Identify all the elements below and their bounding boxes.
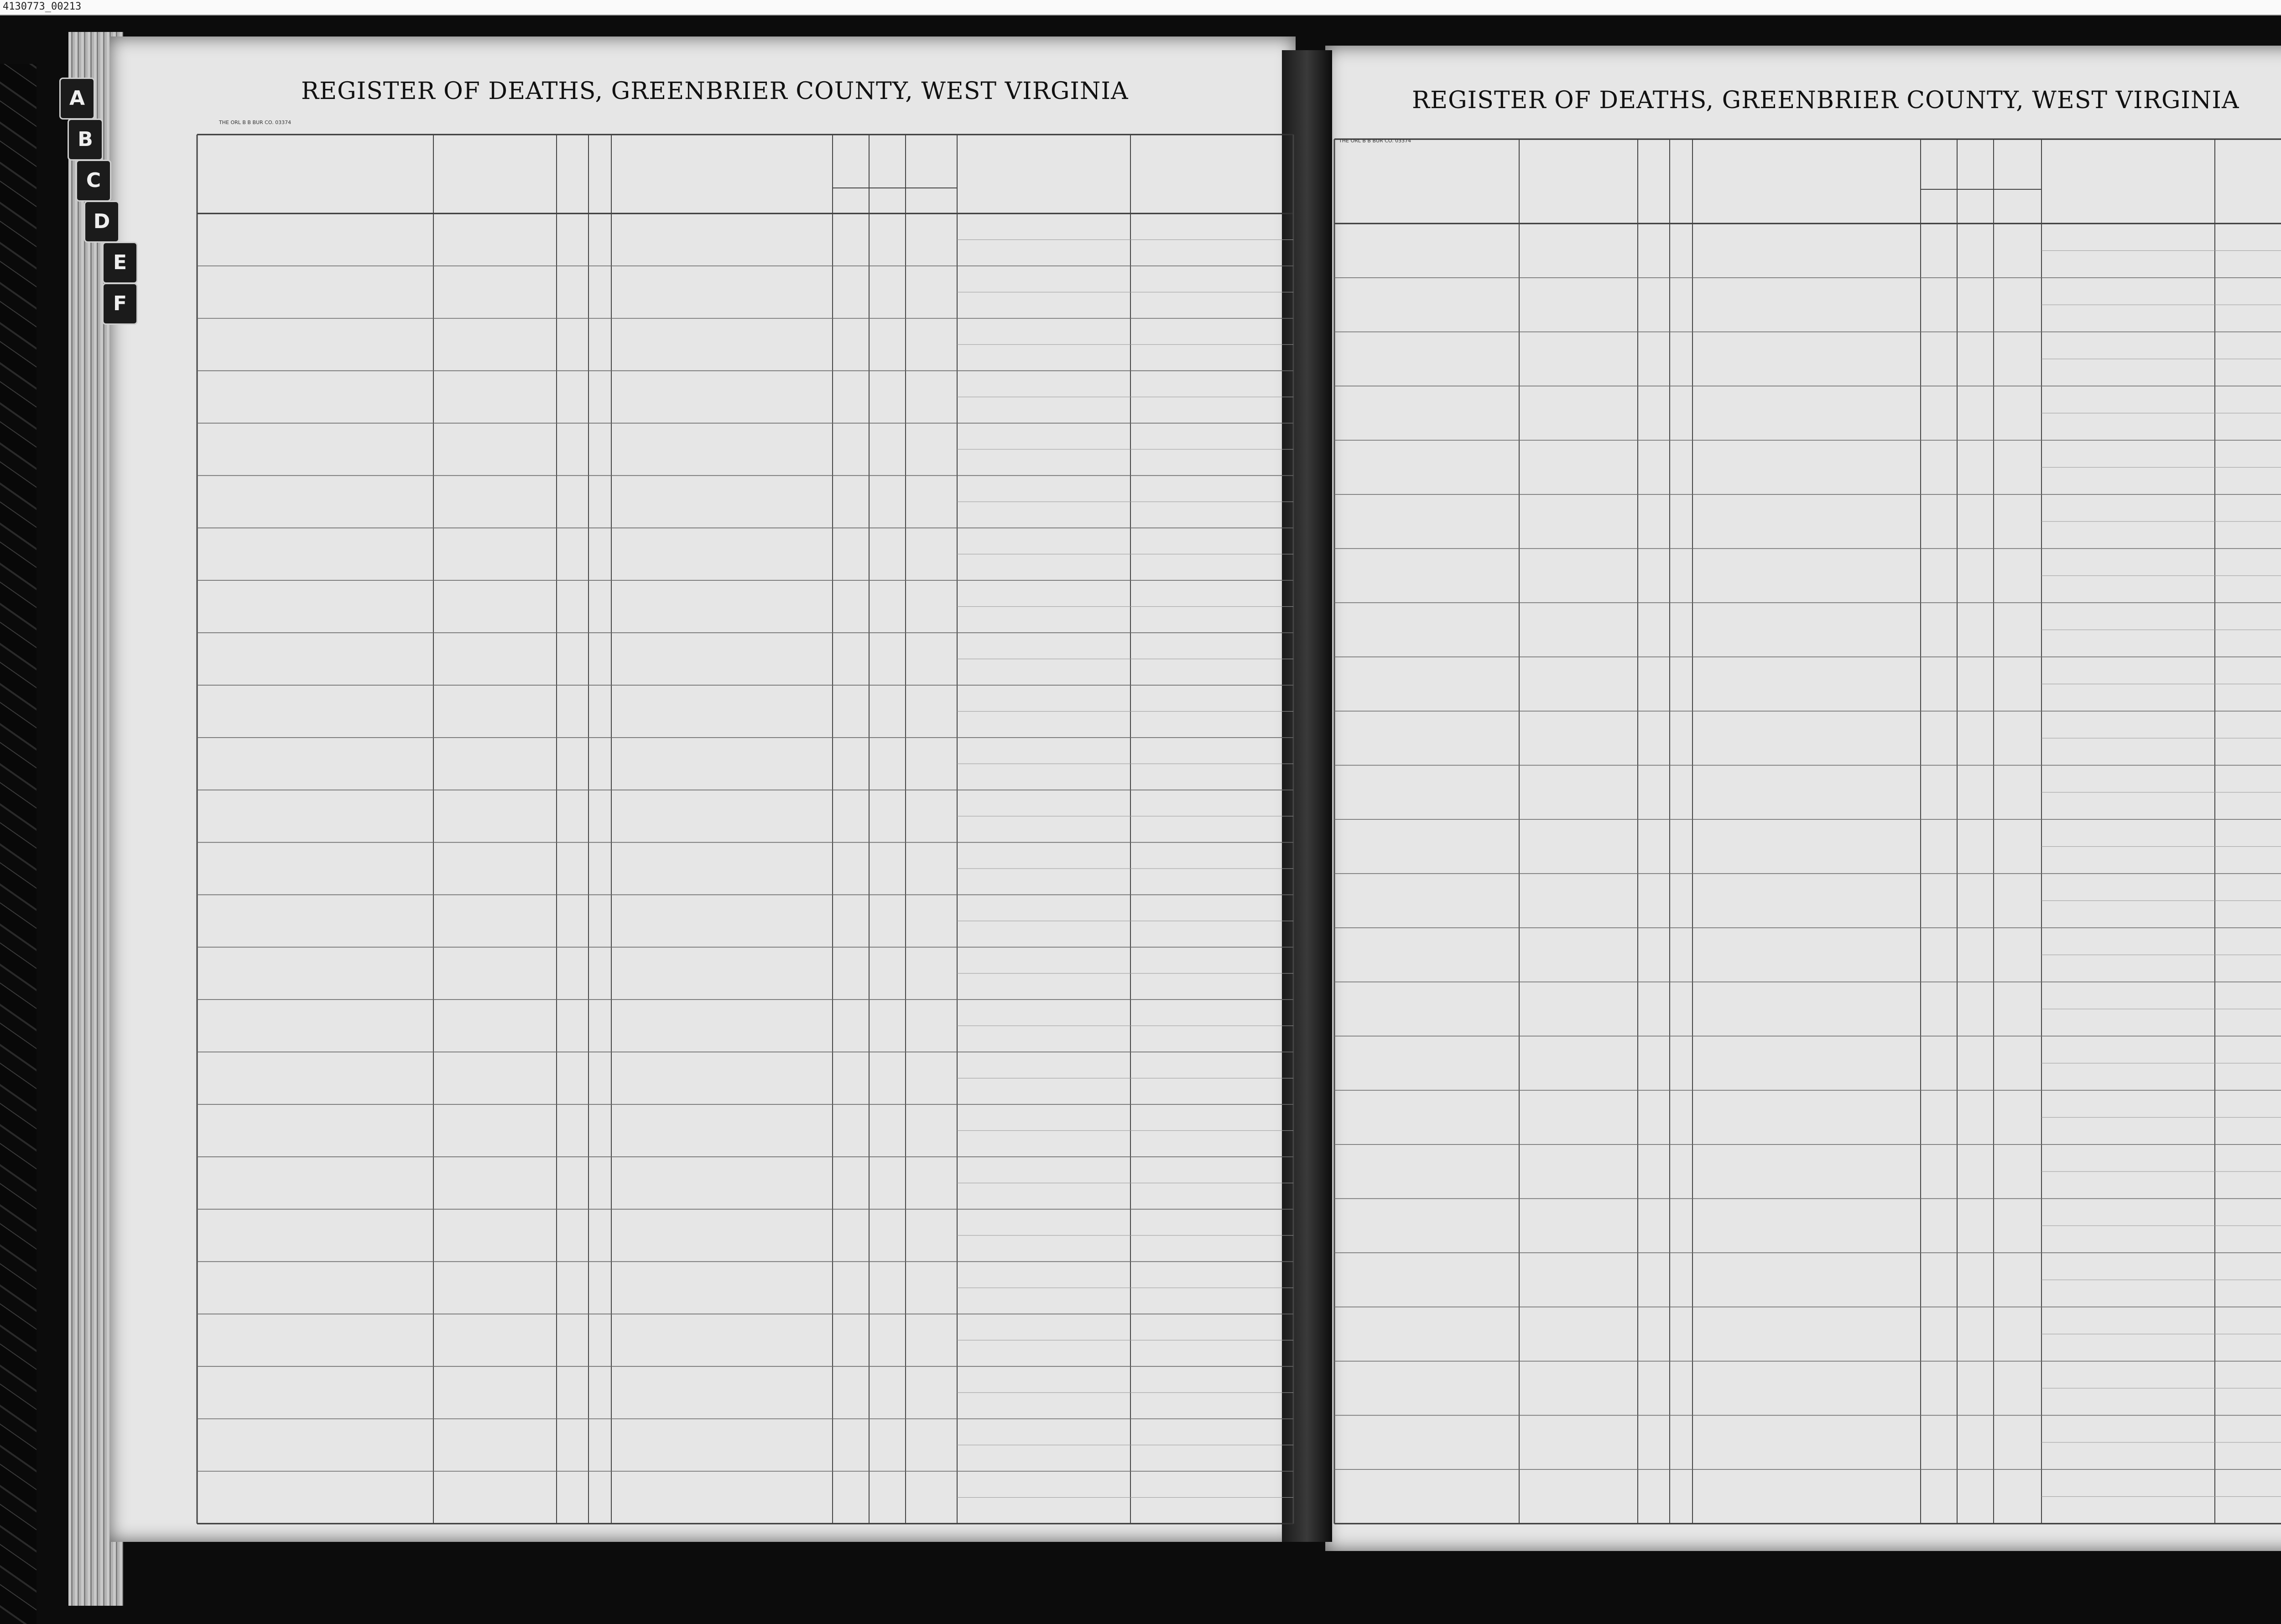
index-tab-b[interactable]: B xyxy=(68,119,103,161)
index-tab-a[interactable]: A xyxy=(59,78,95,120)
index-tab-c[interactable]: C xyxy=(76,160,111,202)
index-tab-d[interactable]: D xyxy=(84,201,120,243)
left-page-title: REGISTER OF DEATHS, GREENBRIER COUNTY, WEST VIRGINIA xyxy=(301,78,1129,105)
right-page-title: REGISTER OF DEATHS, GREENBRIER COUNTY, WEST VIRGINIA xyxy=(1412,87,2239,114)
image-id: 4130773_00213 xyxy=(3,1,82,12)
left-form-number: THE ORL B B BUR CO. 03374 xyxy=(219,120,292,125)
right-form-number: THE ORL B B BUR CO. 03374 xyxy=(1339,138,1411,144)
index-tab-f[interactable]: F xyxy=(102,283,138,325)
index-tab-e[interactable]: E xyxy=(102,242,138,284)
